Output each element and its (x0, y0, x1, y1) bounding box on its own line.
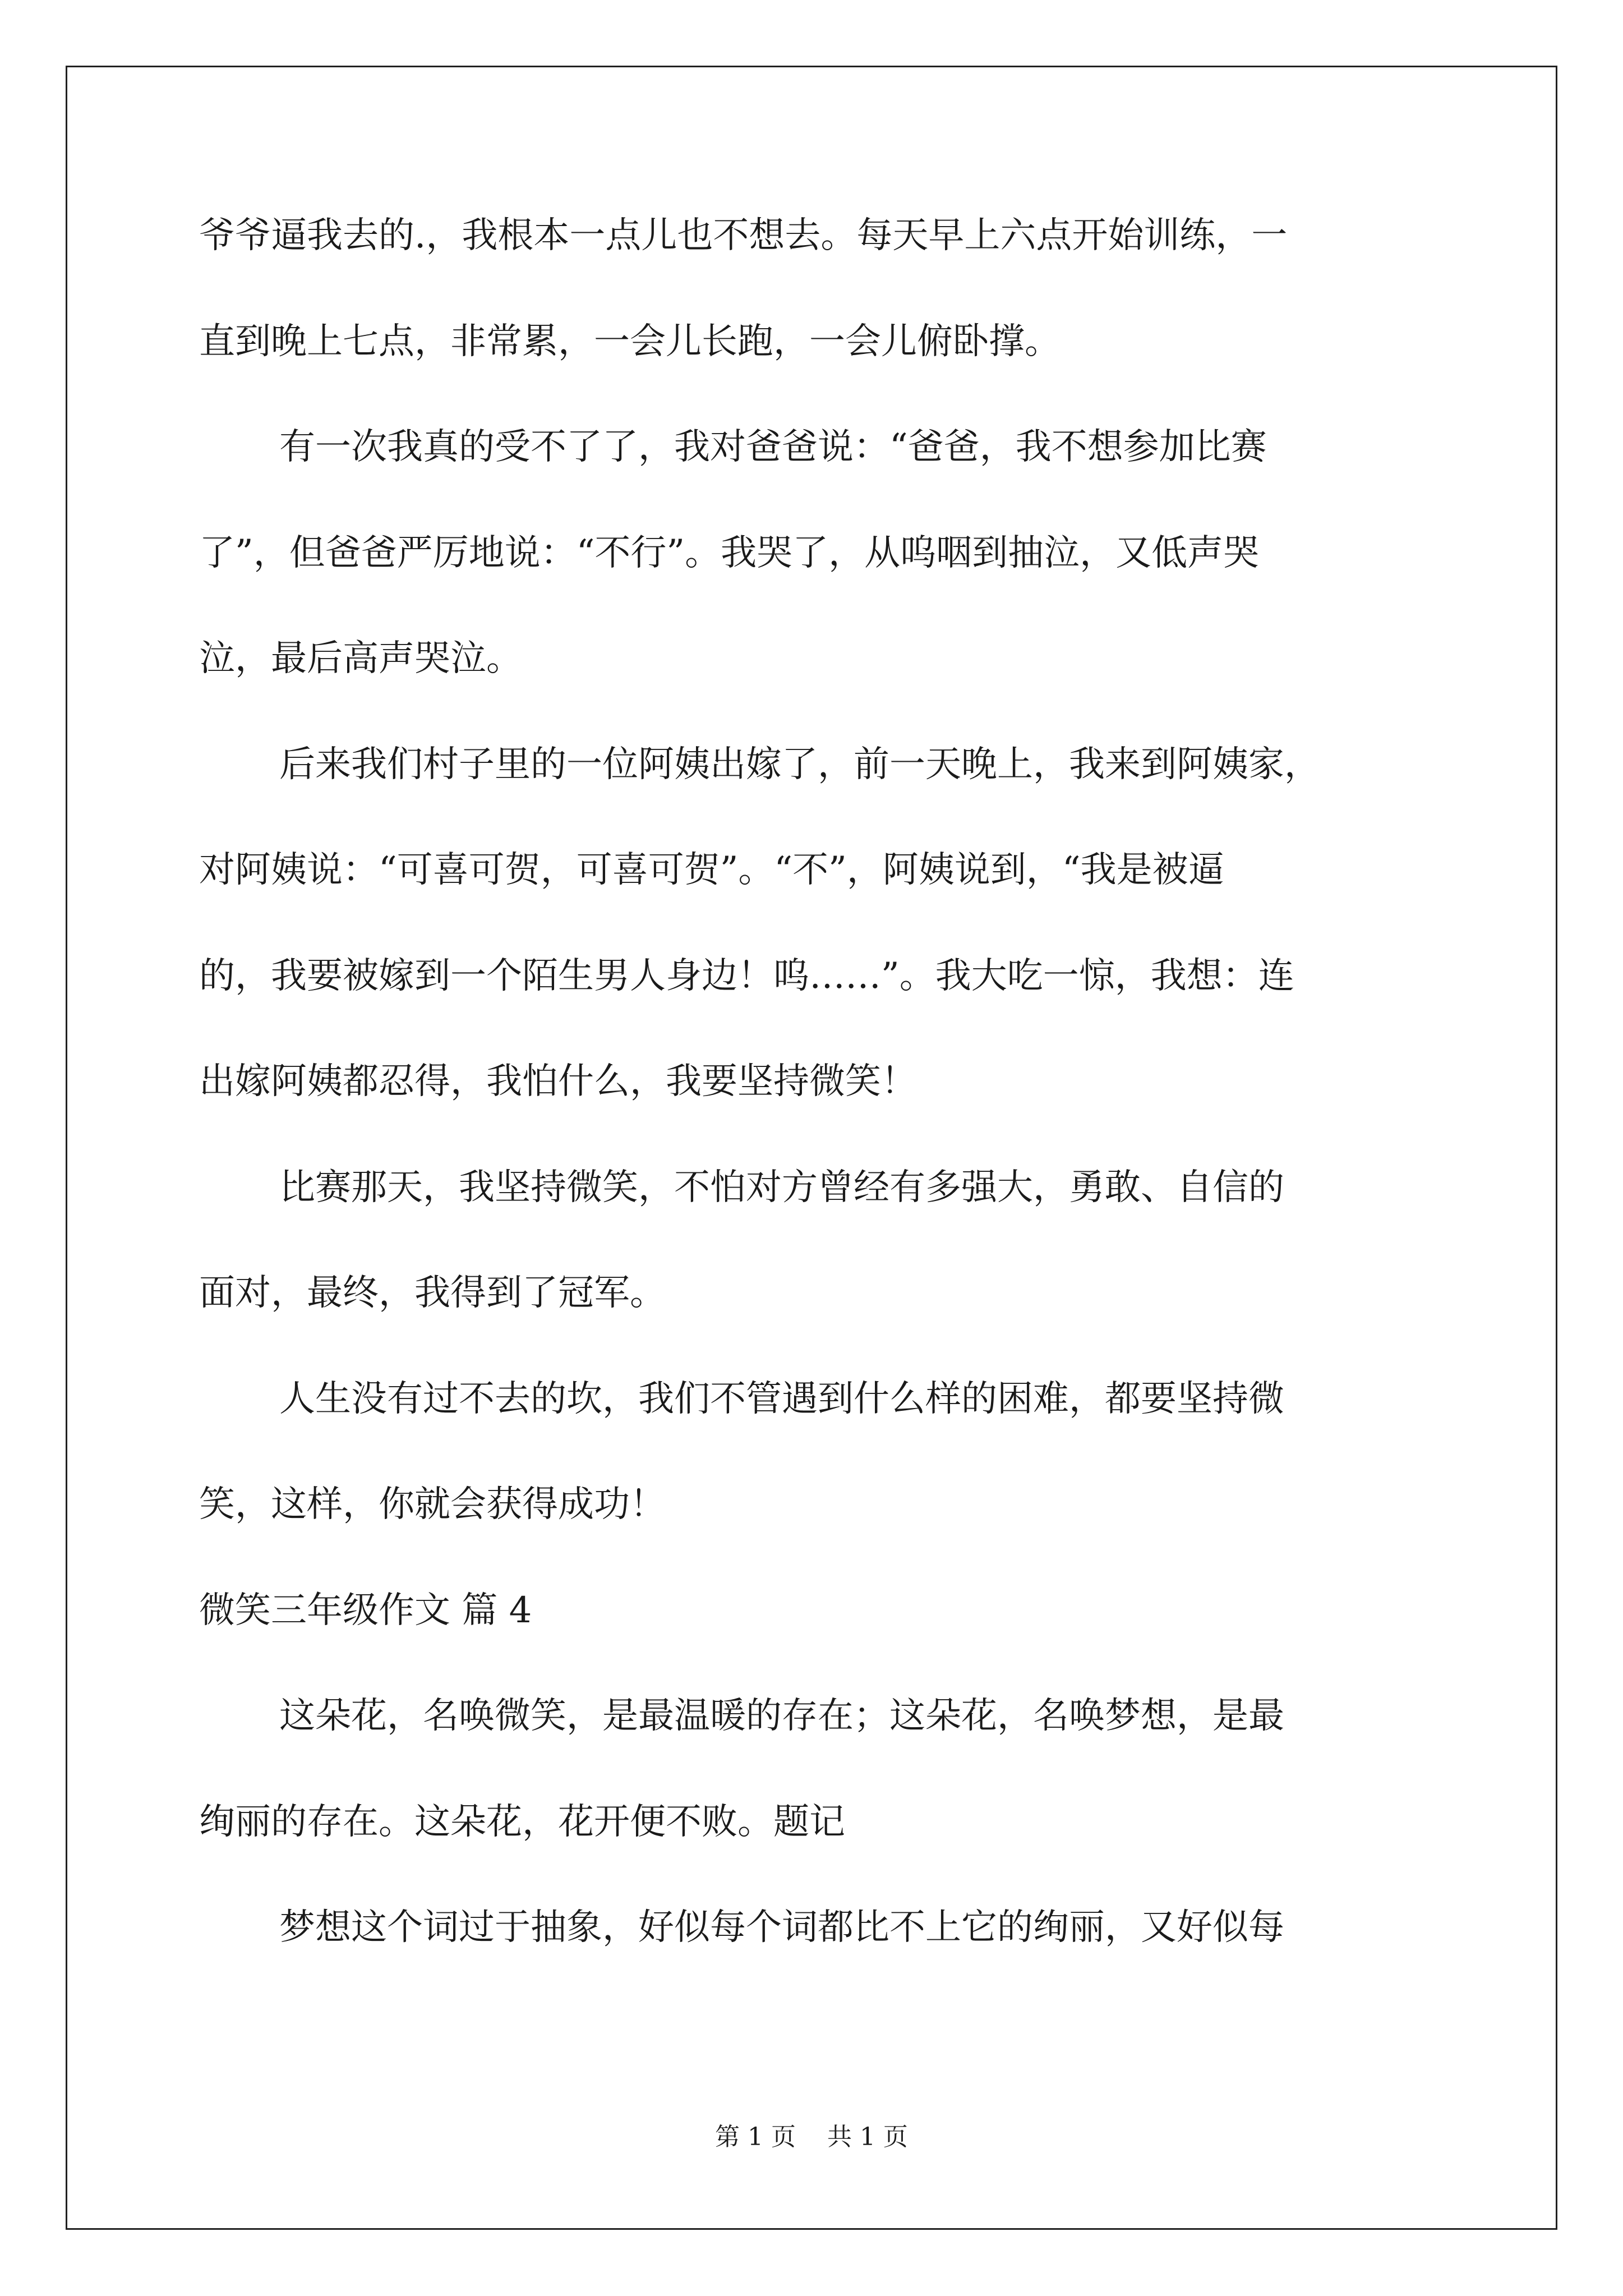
text-line: 对阿姨说：“可喜可贺，可喜可贺”。“不”，阿姨说到，“我是被逼 (199, 849, 1224, 891)
text-line: 面对，最终，我得到了冠军。 (199, 1272, 666, 1314)
document-body (199, 215, 1438, 2016)
text-line: 有一次我真的受不了了，我对爸爸说：“爸爸，我不想参加比赛 (279, 426, 1267, 468)
text-line: 人生没有过不去的坎，我们不管遇到什么样的困难，都要坚持微 (279, 1378, 1284, 1420)
text-line: 的，我要被嫁到一个陌生男人身边！呜……”。我大吃一惊，我想：连 (199, 955, 1294, 997)
text-line: 爷爷逼我去的.，我根本一点儿也不想去。每天早上六点开始训练，一 (199, 215, 1288, 256)
text-line: 后来我们村子里的一位阿姨出嫁了，前一天晚上，我来到阿姨家， (279, 743, 1320, 785)
text-line: 笑，这样，你就会获得成功！ (199, 1484, 666, 1525)
text-line: 泣，最后高声哭泣。 (199, 638, 522, 679)
text-line: 直到晚上七点，非常累，一会儿长跑，一会儿俯卧撑。 (199, 320, 1061, 362)
text-line: 绚丽的存在。这朵花，花开便不败。题记 (199, 1801, 845, 1843)
text-line: 了”，但爸爸严厉地说：“不行”。我哭了，从呜咽到抽泣，又低声哭 (199, 532, 1260, 574)
section-heading: 微笑三年级作文 篇 4 (199, 1589, 532, 1631)
page-footer: 第 1 页 共 1 页 (715, 2123, 908, 2151)
text-line: 出嫁阿姨都忍得，我怕什么，我要坚持微笑！ (199, 1061, 917, 1102)
text-line: 梦想这个词过于抽象，好似每个词都比不上它的绚丽，又好似每 (279, 1907, 1284, 1948)
text-line: 比赛那天，我坚持微笑，不怕对方曾经有多强大，勇敢、自信的 (279, 1166, 1284, 1208)
text-line: 这朵花，名唤微笑，是最温暖的存在；这朵花，名唤梦想，是最 (279, 1695, 1284, 1737)
